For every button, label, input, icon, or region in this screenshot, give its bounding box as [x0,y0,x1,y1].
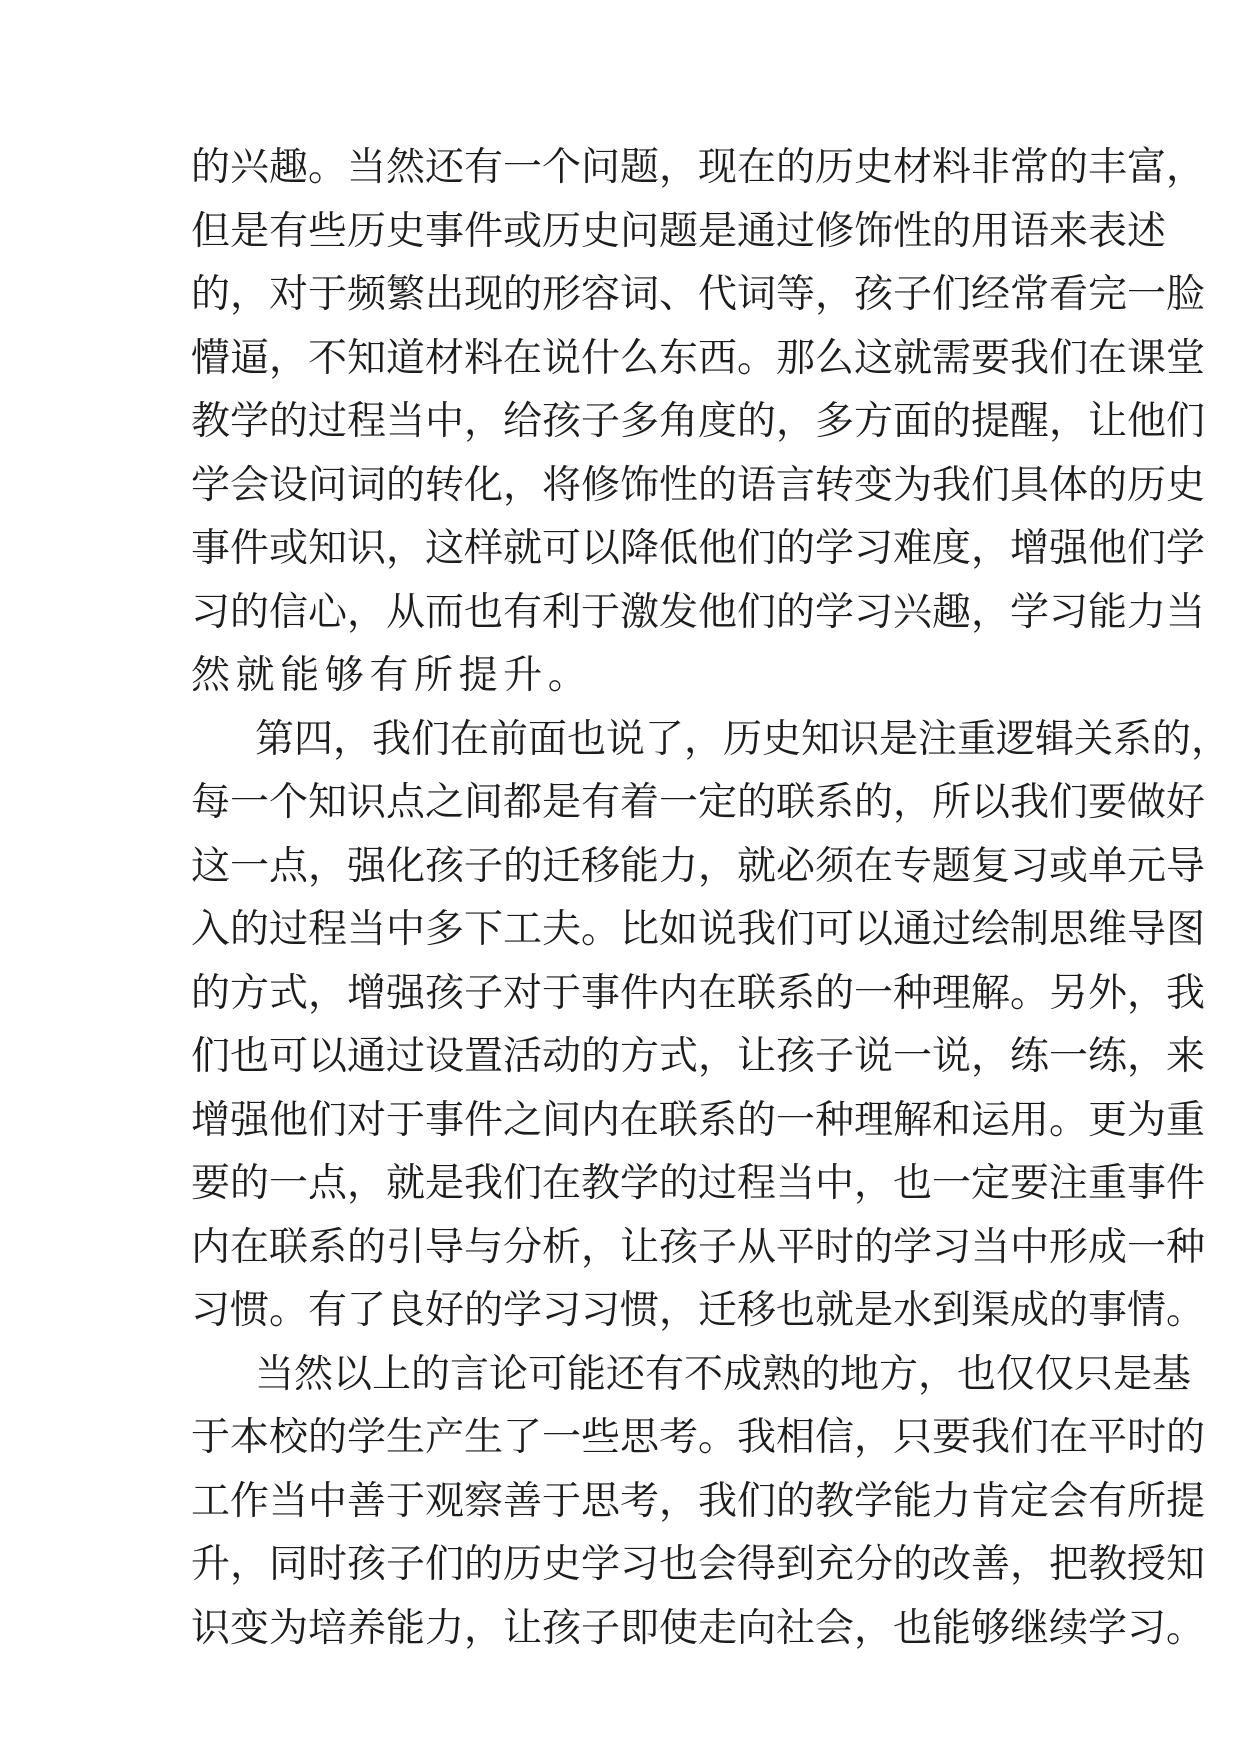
body-text [191,136,1231,1660]
text-line: 入的过程当中多下工夫。比如说我们可以通过绘制思维导图 [191,907,1206,952]
text-line: 的，对于频繁出现的形容词、代词等，孩子们经常看完一脸 [191,272,1206,317]
text-line: 的兴趣。当然还有一个问题，现在的历史材料非常的丰富， [191,145,1206,190]
paragraph-start-line: 当然以上的言论可能还有不成熟的地方，也仅仅只是基 [255,1351,1192,1397]
text-line: 工作当中善于观察善于思考，我们的教学能力肯定会有所提 [191,1478,1206,1524]
text-line: 习的信心，从而也有利于激发他们的学习兴趣，学习能力当 [191,589,1206,635]
text-line: 教学的过程当中，给孩子多角度的，多方面的提醒，让他们 [191,399,1206,444]
text-line: 每一个知识点之间都是有着一定的联系的，所以我们要做好 [191,780,1206,825]
paragraph-start-line: 第四，我们在前面也说了，历史知识是注重逻辑关系的， [255,716,1231,762]
text-line: 于本校的学生产生了一些思考。我相信，只要我们在平时的 [191,1415,1206,1460]
text-line: 这一点，强化孩子的迁移能力，就必须在专题复习或单元导 [191,843,1206,889]
text-line: 习惯。有了良好的学习习惯，迁移也就是水到渠成的事情。 [191,1288,1206,1333]
text-line: 升，同时孩子们的历史学习也会得到充分的改善，把教授知 [191,1542,1206,1587]
text-line: 的方式，增强孩子对于事件内在联系的一种理解。另外，我 [191,970,1206,1016]
text-line: 事件或知识，这样就可以降低他们的学习难度，增强他们学 [191,526,1206,571]
text-line: 学会设问词的转化，将修饰性的语言转变为我们具体的历史 [191,462,1206,508]
text-line: 内在联系的引导与分析，让孩子从平时的学习当中形成一种 [191,1224,1206,1270]
text-line: 懵逼，不知道材料在说什么东西。那么这就需要我们在课堂 [191,335,1206,381]
text-line: 然就能够有所提升。 [191,653,593,698]
text-line: 但是有些历史事件或历史问题是通过修饰性的用语来表述 [191,208,1167,254]
text-line: 们也可以通过设置活动的方式，让孩子说一说，练一练，来 [191,1034,1206,1079]
text-line: 增强他们对于事件之间内在联系的一种理解和运用。更为重 [191,1097,1206,1143]
text-line: 要的一点，就是我们在教学的过程当中，也一定要注重事件 [191,1161,1206,1206]
text-line: 识变为培养能力，让孩子即使走向社会，也能够继续学习。 [191,1605,1206,1651]
